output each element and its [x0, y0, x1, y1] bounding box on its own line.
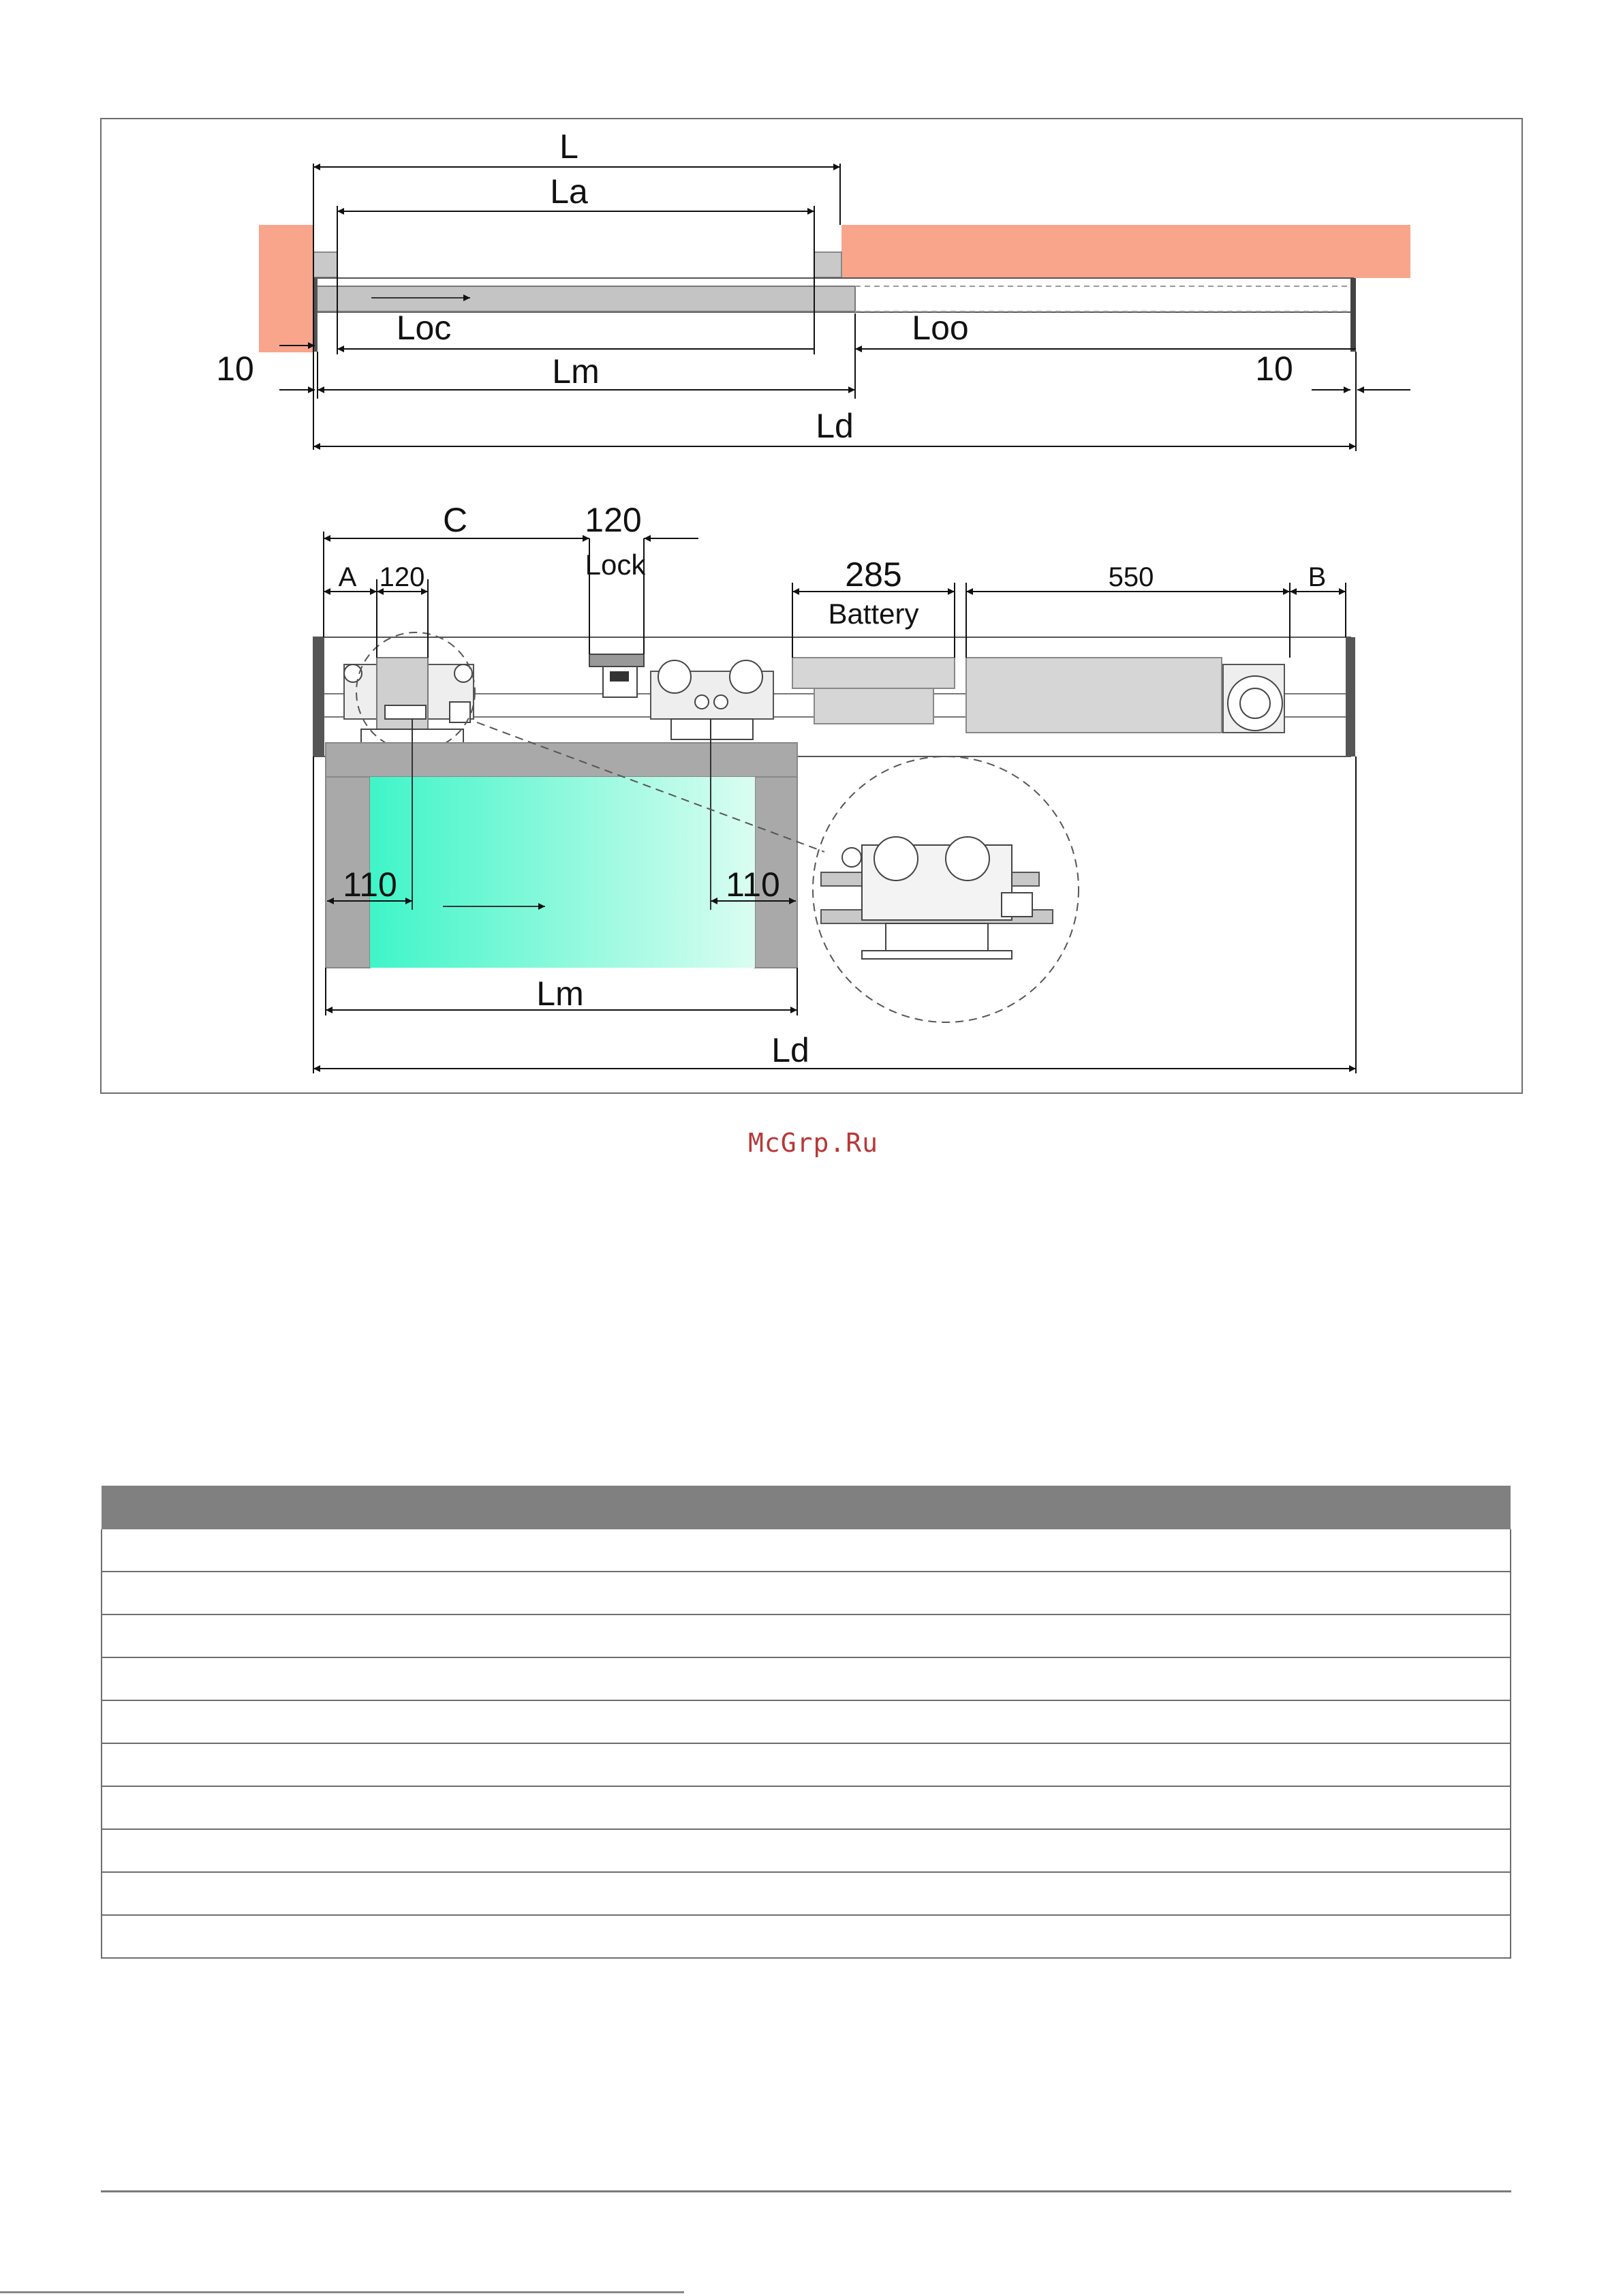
- label-Lm-bottom: Lm: [536, 975, 584, 1013]
- label-carriage-120: 120: [379, 562, 425, 592]
- battery-module: [792, 658, 955, 688]
- label-10-left: 10: [216, 350, 254, 388]
- table-row: [102, 1700, 1511, 1743]
- right-carriage: [651, 660, 773, 739]
- label-lock-120: 120: [585, 501, 642, 539]
- spec-table: [101, 1486, 1511, 1959]
- table-row: [102, 1872, 1511, 1915]
- table-header-cell: [102, 1486, 1511, 1529]
- door-frame-top: [326, 743, 797, 777]
- label-110-right: 110: [726, 866, 780, 904]
- top-plan-view: [216, 127, 1410, 451]
- label-L: L: [559, 127, 578, 166]
- table-row: [102, 1572, 1511, 1614]
- bottom-elevation-view: [313, 501, 1356, 1073]
- label-motor-550: 550: [1108, 562, 1154, 592]
- label-10-right: 10: [1255, 350, 1293, 388]
- watermark: McGrp.Ru: [748, 1128, 879, 1158]
- label-Loc: Loc: [396, 309, 452, 347]
- carriage-detail: [813, 756, 1079, 1022]
- left-wall: [259, 225, 313, 352]
- label-B: B: [1308, 562, 1327, 592]
- motor: [1223, 664, 1284, 733]
- battery-lower: [814, 688, 933, 724]
- table-row: [102, 1786, 1511, 1829]
- right-post: [814, 252, 841, 277]
- table-row: [102, 1529, 1511, 1572]
- control-unit: [966, 658, 1222, 733]
- table-row: [102, 1614, 1511, 1657]
- right-wall: [841, 225, 1410, 278]
- right-end-cap: [1350, 278, 1356, 352]
- table-row: [102, 1657, 1511, 1700]
- sliding-leaf: [317, 286, 855, 311]
- label-Ld-bottom: Ld: [771, 1031, 809, 1069]
- table-row: [102, 1743, 1511, 1786]
- lock-unit: [589, 654, 644, 697]
- label-Lm-top: Lm: [552, 352, 600, 391]
- left-post: [313, 252, 337, 277]
- label-Ld-top: Ld: [816, 407, 854, 445]
- label-A: A: [338, 562, 357, 592]
- beam-right-cap: [1346, 637, 1355, 756]
- label-lock: Lock: [585, 549, 646, 581]
- door-glass: [370, 777, 755, 968]
- label-C: C: [442, 501, 468, 539]
- footer-rule: [101, 2190, 1511, 2192]
- table-row: [102, 1915, 1511, 1958]
- label-110-left: 110: [343, 866, 397, 904]
- label-La: La: [550, 172, 588, 211]
- left-carriage: [344, 658, 474, 743]
- label-battery-285: 285: [845, 555, 902, 594]
- label-Loo: Loo: [912, 309, 969, 347]
- table-row: [102, 1829, 1511, 1872]
- label-battery: Battery: [828, 598, 919, 630]
- beam-left-cap: [313, 637, 324, 756]
- table-header-row: [102, 1486, 1511, 1529]
- bottom-rule: [0, 2291, 684, 2293]
